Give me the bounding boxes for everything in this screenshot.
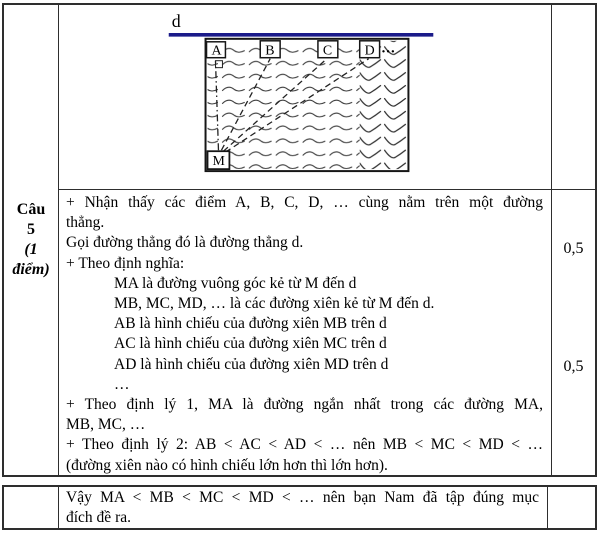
point-A-label: A xyxy=(211,43,222,59)
conclusion-left-cell xyxy=(4,487,59,528)
point-A xyxy=(207,42,226,59)
geometry-figure xyxy=(59,5,551,189)
answer-line: + Nhận thấy các điểm A, B, C, D, … cùng nằm trên một đường xyxy=(66,194,543,211)
question-number: 5 xyxy=(27,221,35,238)
answer-line: (đường xiên nào có hình chiếu lớn hơn thì lớn hơn). xyxy=(66,456,388,474)
point-M xyxy=(208,151,230,169)
figure-cell xyxy=(59,5,551,190)
question-cell xyxy=(4,5,59,475)
conclusion-cell xyxy=(59,487,547,528)
point-D-label: D xyxy=(364,43,375,59)
answer-line: + Theo định lý 1, MA là đường ngắn nhất trong các đường MA, xyxy=(66,396,543,414)
point-B xyxy=(260,41,280,59)
score-value: 0,5 xyxy=(563,358,584,375)
point-M-label: M xyxy=(212,154,225,170)
point-B-label: B xyxy=(265,43,275,59)
answer-line: MB, MC, MD, … là các đường xiên kẻ từ M đến d. xyxy=(114,295,435,313)
question-title: Câu xyxy=(16,201,46,218)
conclusion-table xyxy=(2,485,597,530)
answer-line: … xyxy=(114,375,130,393)
answer-line: MB, MC, … xyxy=(66,416,146,434)
answer-line: AD là hình chiếu của đường xiên MD trên d xyxy=(114,355,389,373)
score-cell-top xyxy=(551,5,595,190)
answer-line: Gọi đường thẳng đó là đường thẳng d. xyxy=(66,234,304,252)
point-D xyxy=(360,41,380,59)
answer-line: AC là hình chiếu của đường xiên MC trên d xyxy=(114,335,387,353)
water-pattern-light xyxy=(208,41,360,169)
grading-table xyxy=(2,3,597,477)
points-ellipsis: ... xyxy=(381,40,396,57)
answer-line: + Theo định nghĩa: xyxy=(66,254,185,272)
score-value: 0,5 xyxy=(563,240,584,257)
conclusion-line: đích đề ra. xyxy=(66,509,131,527)
question-points: (1 điểm) xyxy=(12,241,50,278)
answer-line: MA là đường vuông góc kẻ từ M đến d xyxy=(114,274,357,292)
answer-cell xyxy=(59,190,551,475)
conclusion-score-cell xyxy=(547,487,595,528)
water-pattern-deep xyxy=(360,41,407,169)
answer-line: + Theo định lý 2: AB < AC < AD < … nên MB < MC < MD < … xyxy=(66,436,543,454)
point-C-label: C xyxy=(322,43,333,59)
answer-line: thẳng. xyxy=(66,214,105,232)
conclusion-line: Vậy MA < MB < MC < MD < … nên bạn Nam đã tập đúng mục xyxy=(66,489,539,506)
score-cell xyxy=(551,190,595,475)
line-d-label: d xyxy=(171,10,181,31)
answer-line: AB là hình chiếu của đường xiên MB trên d xyxy=(114,315,387,333)
point-C xyxy=(318,41,338,59)
